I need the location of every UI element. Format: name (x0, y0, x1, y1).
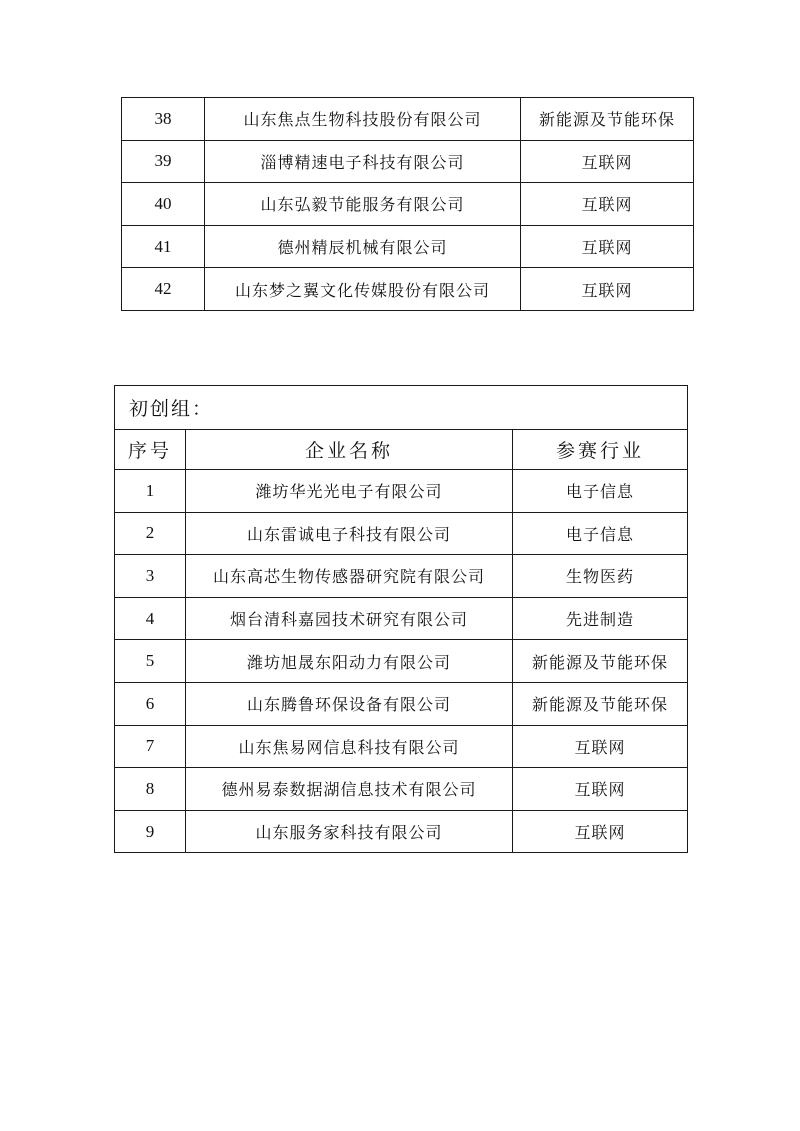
table-row (122, 140, 694, 183)
table-row (122, 225, 694, 268)
column-header-number: 序号 (115, 430, 186, 470)
company-name: 淄博精速电子科技有限公司 (205, 140, 521, 183)
industry: 互联网 (513, 810, 688, 853)
industry: 电子信息 (513, 470, 688, 513)
table-row (115, 512, 688, 555)
industry: 互联网 (521, 225, 694, 268)
company-name: 德州易泰数据湖信息技术有限公司 (186, 768, 513, 811)
industry: 先进制造 (513, 597, 688, 640)
table-row (115, 725, 688, 768)
row-number: 9 (115, 810, 186, 853)
industry: 新能源及节能环保 (521, 98, 694, 141)
header-row (115, 430, 688, 470)
row-number: 39 (122, 140, 205, 183)
table-row (115, 555, 688, 598)
row-number: 8 (115, 768, 186, 811)
industry: 新能源及节能环保 (513, 640, 688, 683)
company-name: 德州精辰机械有限公司 (205, 225, 521, 268)
company-name: 山东焦易网信息科技有限公司 (186, 725, 513, 768)
row-number: 2 (115, 512, 186, 555)
company-name: 山东雷诚电子科技有限公司 (186, 512, 513, 555)
industry: 互联网 (521, 140, 694, 183)
company-name: 山东焦点生物科技股份有限公司 (205, 98, 521, 141)
industry: 互联网 (521, 268, 694, 311)
table-row (115, 682, 688, 725)
company-name: 山东腾鲁环保设备有限公司 (186, 682, 513, 725)
row-number: 6 (115, 682, 186, 725)
table-row (115, 597, 688, 640)
table-row (122, 183, 694, 226)
company-name: 山东服务家科技有限公司 (186, 810, 513, 853)
column-header-company: 企业名称 (186, 430, 513, 470)
row-number: 41 (122, 225, 205, 268)
row-number: 3 (115, 555, 186, 598)
section-title: 初创组： (115, 386, 688, 430)
company-name: 山东高芯生物传感器研究院有限公司 (186, 555, 513, 598)
industry: 互联网 (513, 725, 688, 768)
table-row (115, 470, 688, 513)
company-name: 潍坊旭晟东阳动力有限公司 (186, 640, 513, 683)
row-number: 1 (115, 470, 186, 513)
industry: 互联网 (521, 183, 694, 226)
row-number: 4 (115, 597, 186, 640)
row-number: 40 (122, 183, 205, 226)
startup-group-table (114, 385, 688, 853)
company-name: 潍坊华光光电子有限公司 (186, 470, 513, 513)
continued-company-table (121, 97, 694, 311)
industry: 互联网 (513, 768, 688, 811)
row-number: 42 (122, 268, 205, 311)
row-number: 38 (122, 98, 205, 141)
company-name: 山东梦之翼文化传媒股份有限公司 (205, 268, 521, 311)
table-row (122, 268, 694, 311)
table-row (115, 810, 688, 853)
industry: 新能源及节能环保 (513, 682, 688, 725)
industry: 生物医药 (513, 555, 688, 598)
section-row (115, 386, 688, 430)
row-number: 5 (115, 640, 186, 683)
company-name: 山东弘毅节能服务有限公司 (205, 183, 521, 226)
table-row (115, 640, 688, 683)
industry: 电子信息 (513, 512, 688, 555)
column-header-industry: 参赛行业 (513, 430, 688, 470)
table-row (122, 98, 694, 141)
company-name: 烟台清科嘉园技术研究有限公司 (186, 597, 513, 640)
row-number: 7 (115, 725, 186, 768)
table-row (115, 768, 688, 811)
